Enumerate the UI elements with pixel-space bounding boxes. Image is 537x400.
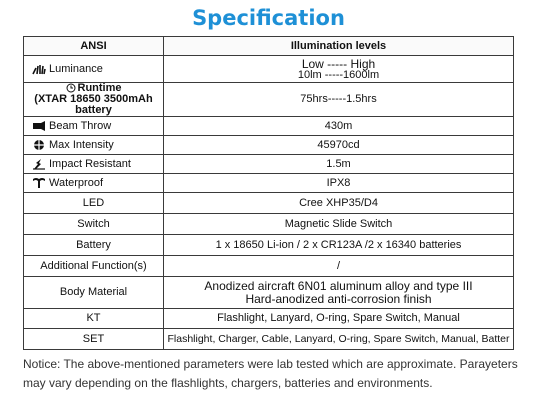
spec-table — [23, 36, 514, 350]
label-body-material: Body Material — [24, 277, 164, 309]
label-impact — [24, 155, 164, 174]
beam-icon — [32, 120, 46, 132]
label-switch: Switch — [24, 214, 164, 235]
waterproof-icon — [32, 177, 46, 189]
value-switch: Magnetic Slide Switch — [164, 214, 514, 235]
row-impact — [24, 155, 514, 174]
impact-label-text: Impact Resistant — [49, 157, 131, 170]
value-body-material — [164, 277, 514, 309]
value-set: Flashlight, Charger, Cable, Lanyard, O-ring, Spare Switch, Manual, Batter — [164, 329, 514, 350]
row-max-intensity — [24, 136, 514, 155]
row-beam-throw — [24, 117, 514, 136]
body-material-line1: Anodized aircraft 6N01 aluminum alloy and type III — [204, 278, 473, 293]
value-beam-throw: 430m — [164, 117, 514, 136]
runtime-label-line1: Runtime — [77, 82, 122, 94]
impact-icon — [32, 158, 46, 170]
luminance-icon — [32, 63, 46, 75]
row-led — [24, 193, 514, 214]
luminance-label-text: Luminance — [49, 62, 103, 75]
value-waterproof: IPX8 — [164, 174, 514, 193]
value-max-intensity: 45970cd — [164, 136, 514, 155]
page-title: Specification — [192, 6, 345, 30]
runtime-label-line3: battery — [75, 104, 112, 116]
row-additional — [24, 256, 514, 277]
luminance-line1: Low ----- High — [301, 56, 376, 71]
label-additional: Additional Function(s) — [24, 256, 164, 277]
value-led: Cree XHP35/D4 — [164, 193, 514, 214]
row-body-material — [24, 277, 514, 309]
label-kt: KT — [24, 309, 164, 329]
row-battery — [24, 235, 514, 256]
waterproof-label-text: Waterproof — [49, 176, 104, 189]
header-illumination: Illumination levels — [164, 37, 514, 56]
label-runtime — [24, 83, 164, 117]
body-material-line2: Hard-anodized anti-corrosion finish — [245, 291, 432, 306]
value-kt: Flashlight, Lanyard, O-ring, Spare Switch, Manual — [164, 309, 514, 329]
beam-throw-label-text: Beam Throw — [49, 119, 112, 132]
value-luminance — [164, 56, 514, 83]
notice-text: Notice: The above-mentioned parameters were lab tested which are approximate. Parayeters may vary depending on the flashlights, chargers, batteries and environments. — [23, 357, 518, 390]
label-luminance — [24, 56, 164, 83]
max-intensity-label-text: Max Intensity — [49, 138, 114, 151]
value-impact: 1.5m — [164, 155, 514, 174]
row-luminance — [24, 56, 514, 83]
row-runtime — [24, 83, 514, 117]
value-additional: / — [164, 256, 514, 277]
row-switch — [24, 214, 514, 235]
row-kt — [24, 309, 514, 329]
clock-icon — [66, 83, 76, 93]
label-waterproof — [24, 174, 164, 193]
luminance-line2: 10lm -----1600lm — [297, 68, 380, 81]
header-ansi: ANSI — [24, 37, 164, 56]
intensity-icon — [32, 139, 46, 151]
label-battery: Battery — [24, 235, 164, 256]
value-battery: 1 x 18650 Li-ion / 2 x CR123A /2 x 16340 batteries — [164, 235, 514, 256]
label-set: SET — [24, 329, 164, 350]
label-beam-throw — [24, 117, 164, 136]
header-row — [24, 37, 514, 56]
row-waterproof — [24, 174, 514, 193]
label-led: LED — [24, 193, 164, 214]
value-runtime: 75hrs-----1.5hrs — [164, 83, 514, 117]
runtime-label-line2: (XTAR 18650 3500mAh — [34, 93, 153, 105]
label-max-intensity — [24, 136, 164, 155]
row-set — [24, 329, 514, 350]
